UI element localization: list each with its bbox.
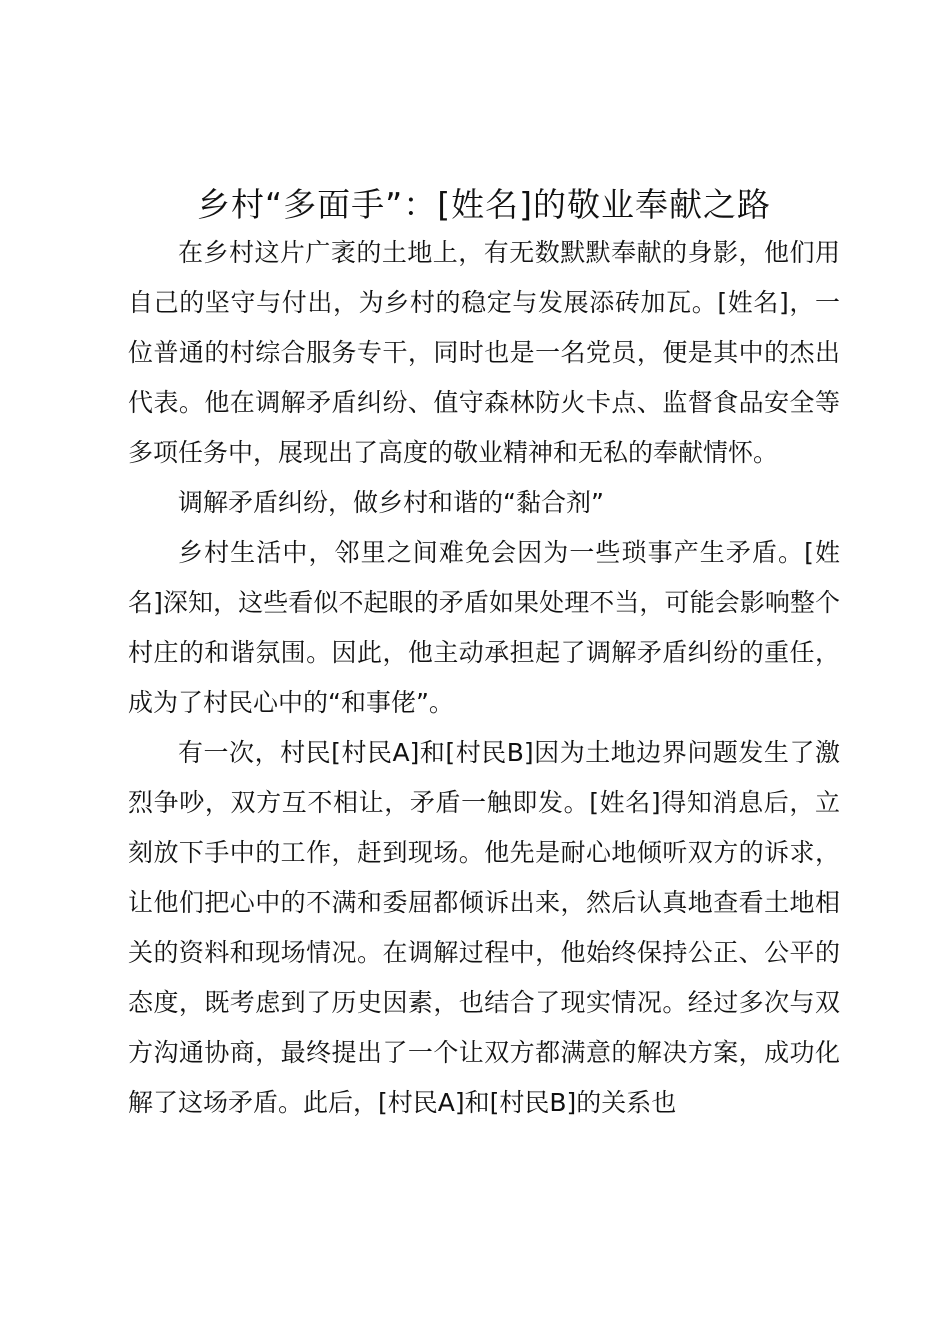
- section-paragraph-2: 有一次，村民[村民A]和[村民B]因为土地边界问题发生了激烈争吵，双方互不相让，矛盾一触即发。[姓名]得知消息后，立刻放下手中的工作，赶到现场。他先是耐心地倾听双方的诉求，让他们把心中的不满和委屈都倾诉出来，然后认真地查看土地相关的资料和现场情况。在调解过程中，他始终保持公正、公平的态度，既考虑到了历史因素，也结合了现实情况。经过多次与双方沟通协商，最终提出了一个让双方都满意的解决方案，成功化解了这场矛盾。此后，[村民A]和[村民B]的关系也: [128, 738, 840, 1117]
- intro-paragraph: 在乡村这片广袤的土地上，有无数默默奉献的身影，他们用自己的坚守与付出，为乡村的稳定与发展添砖加瓦。[姓名]，一位普通的村综合服务专干，同时也是一名党员，便是其中的杰出代表。他在调解矛盾纠纷、值守森林防火卡点、监督食品安全等多项任务中，展现出了高度的敬业精神和无私的奉献情怀。: [128, 238, 840, 467]
- document-title: 乡村“多面手”：[姓名]的敬业奉献之路: [197, 185, 771, 224]
- section-paragraph-1: 乡村生活中，邻里之间难免会因为一些琐事产生矛盾。[姓名]深知，这些看似不起眼的矛盾如果处理不当，可能会影响整个村庄的和谐氛围。因此，他主动承担起了调解矛盾纠纷的重任，成为了村民心中的“和事佬”。: [128, 538, 840, 717]
- section-heading: 调解矛盾纠纷，做乡村和谐的“黏合剂”: [178, 488, 604, 517]
- document-body: [128, 228, 840, 1128]
